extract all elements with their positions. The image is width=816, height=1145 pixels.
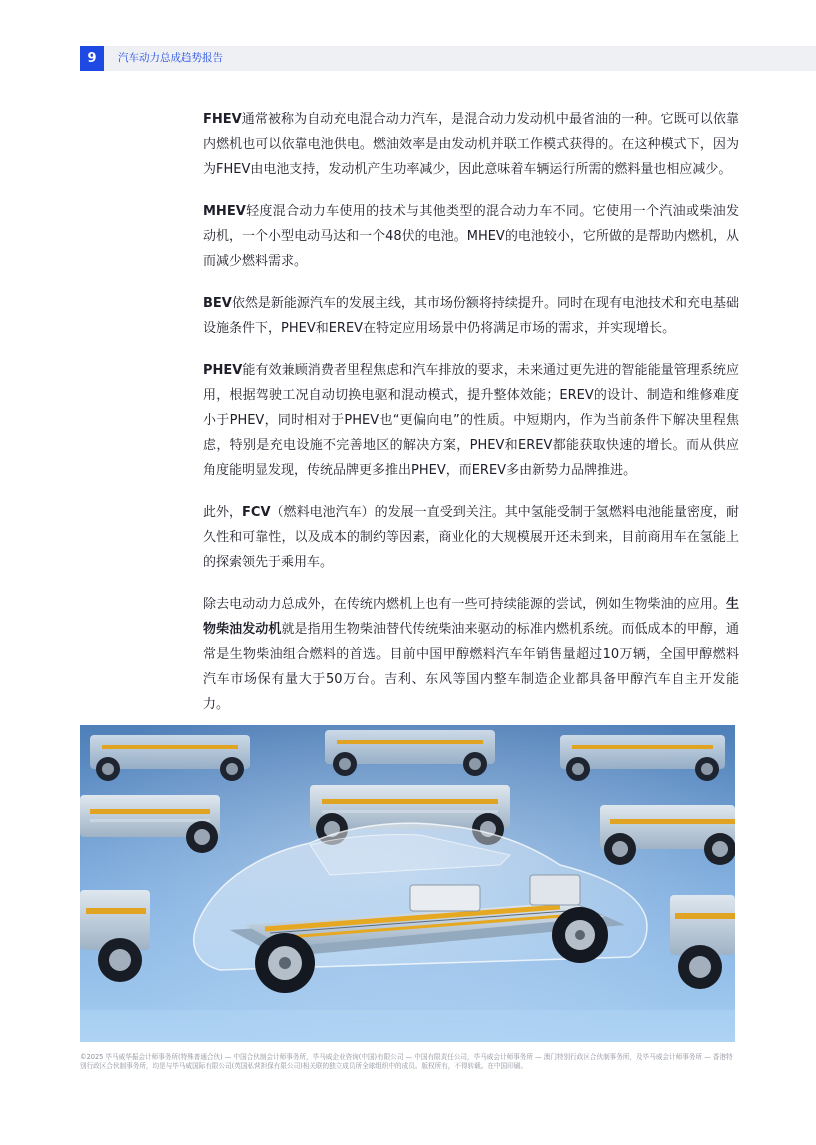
term-phev: PHEV [203, 363, 243, 378]
report-title: 汽车动力总成趋势报告 [118, 52, 223, 64]
paragraph-text: 就是指用生物柴油替代传统柴油来驱动的标准内燃机系统。而低成本的甲醇，通常是生物柴油组合燃料的首选。目前中国甲醇燃料汽车年销售量超过10万辆，全国甲醇燃料汽车市场保有量大于50万台。吉利、东风等国内整车制造企业都具备甲醇汽车自主开发能力。 [203, 622, 739, 712]
paragraph-text: 通常被称为自动充电混合动力汽车，是混合动力发动机中最省油的一种。它既可以依靠内燃机也可以依靠电池供电。燃油效率是由发动机并联工作模式获得的。在这种模式下，因为为FHEV由电池支持，发动机产生功率减少，因此意味着车辆运行所需的燃料量也相应减少。 [203, 112, 739, 177]
paragraph-fhev [203, 107, 739, 182]
footer-copyright: ©2025 毕马威华振会计师事务所(特殊普通合伙) — 中国合伙制会计师事务所，毕马威企业咨询(中国)有限公司 — 中国有限责任公司，毕马威会计师事务所 — 澳门特别行政区合伙制事务所，及毕马威会计师事务所 — 香港特别行政区合伙制事务所，均是与毕马威国际有限公司(英国私营担保有限公司)相关联的独立成员所全球组织中的成员。版权所有，不得转载。在中国印刷。 [80, 1053, 733, 1070]
page-number: 9 [80, 46, 104, 71]
paragraph-fcv [203, 500, 739, 575]
ev-chassis-illustration [80, 725, 735, 1042]
paragraph-text: 轻度混合动力车使用的技术与其他类型的混合动力车不同。它使用一个汽油或柴油发动机，一个小型电动马达和一个48伏的电池。MHEV的电池较小，它所做的是帮助内燃机，从而减少燃料需求。 [203, 204, 739, 269]
ev-chassis-photo [80, 725, 735, 1042]
paragraph-pre: 除去电动动力总成外，在传统内燃机上也有一些可持续能源的尝试，例如生物柴油的应用。 [203, 597, 726, 612]
body-text [203, 107, 739, 734]
paragraph-bev [203, 291, 739, 341]
paragraph-biodiesel [203, 592, 739, 717]
paragraph-text: （燃料电池汽车）的发展一直受到关注。其中氢能受制于氢燃料电池能量密度，耐久性和可靠性，以及成本的制约等因素，商业化的大规模展开还未到来，目前商用车在氢能上的探索领先于乘用车。 [203, 505, 739, 570]
term-fcv: FCV [242, 505, 271, 520]
paragraph-text: 依然是新能源汽车的发展主线，其市场份额将持续提升。同时在现有电池技术和充电基础设施条件下，PHEV和EREV在特定应用场景中仍将满足市场的需求，并实现增长。 [203, 296, 739, 336]
paragraph-text: 能有效兼顾消费者里程焦虑和汽车排放的要求，未来通过更先进的智能能量管理系统应用，根据驾驶工况自动切换电驱和混动模式，提升整体效能；EREV的设计、制造和维修难度小于PHEV，同时相对于PHEV也“更偏向电”的性质。中短期内，作为当前条件下解决里程焦虑，特别是充电设施不完善地区的解决方案，PHEV和EREV都能获取快速的增长。而从供应角度能明显发现，传统品牌更多推出PHEV，而EREV多由新势力品牌推进。 [203, 363, 739, 478]
paragraph-pre: 此外， [203, 505, 243, 520]
term-fhev: FHEV [203, 112, 242, 127]
term-biodiesel-engine: 生物柴油发动机 [203, 597, 739, 637]
paragraph-phev [203, 358, 739, 483]
paragraph-mhev [203, 199, 739, 274]
term-bev: BEV [203, 296, 232, 311]
term-mhev: MHEV [203, 204, 246, 219]
